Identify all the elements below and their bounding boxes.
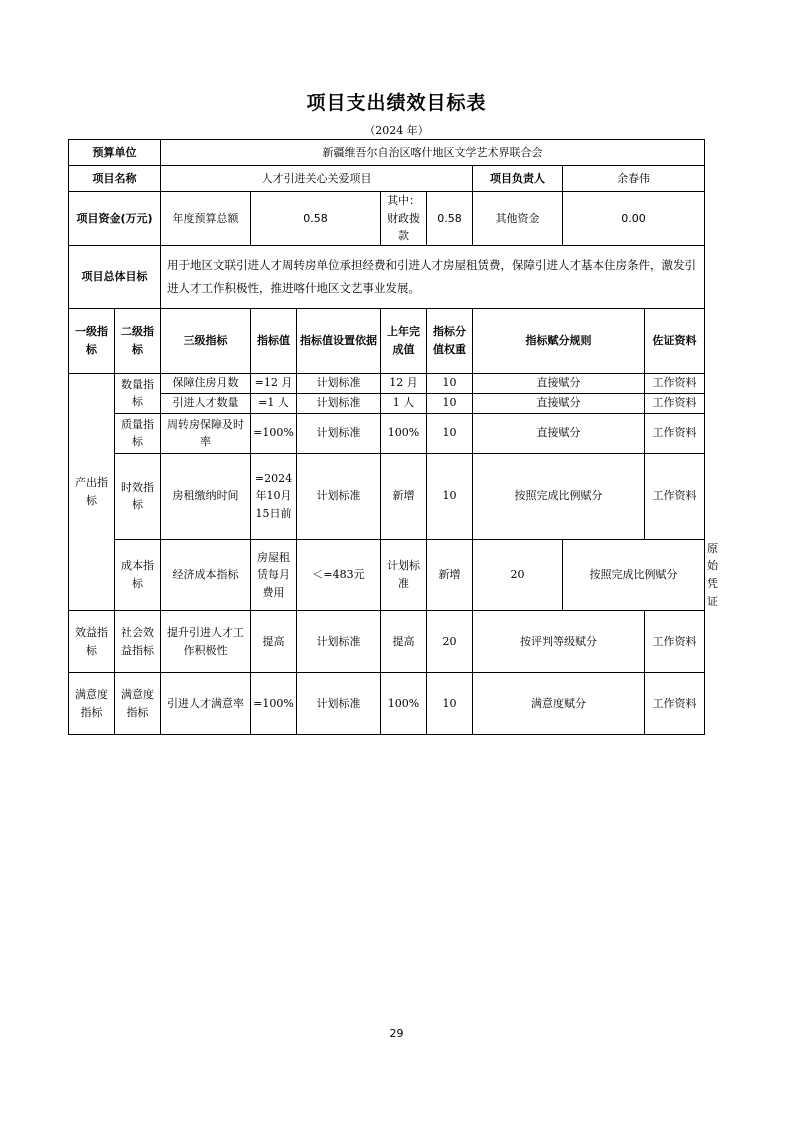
- budget-unit-value: 新疆维吾尔自治区喀什地区文学艺术界联合会: [161, 140, 705, 166]
- table-row-weight: 10: [427, 673, 473, 735]
- level1-benefit: 效益指标: [69, 611, 115, 673]
- performance-table: 预算单位 新疆维吾尔自治区喀什地区文学艺术界联合会 项目名称 人才引进关心关爱项目 项目负责人 余春伟 项目资金(万元) 年度预算总额 0.58 其中：财政拨款 0.58 其他资金 0.00 项目总体目标 用于地区文联引进人才周转房单位承担经费和引进人才房屋租赁费，保障引进人才基本住房条件，激发引进人才工作积极性，推进喀什地区文艺事业发展。 一级指标 二级指标 三级指标 指标值 指标值设置依据 上年完成值 指标分值权重 指标赋分规则 佐证资料 产出指标 数量指标 保障住房月数 =12 月 计划标准 12 月 10 直接赋分 工作资料 引进人才数量 =1 人 计划标准 1 人 10 直接赋分 工作资料 质量指标 周转房保障及时率 =100% 计划标准 100% 10 直接赋分 工作资料 时效指标 房租缴纳时间 =2024年10月15日前 计划标准 新增 10 按照完成比例赋分 工作资料 成本指标 经济成本指标 房屋租赁每月费用 ＜=483元 计划标准 新增 20 按照完成比例赋分 原始凭证 效益指标 社会效益指标 提升引进人才工作积极性 提高 计划标准 提高 20 按评判等级赋分 工作资料 满意度指标 满意度指标 引进人才满意率 =100% 计划标准 100% 10 满意度赋分 工作资料: [68, 139, 705, 735]
- table-row-value: =2024年10月15日前: [251, 453, 297, 539]
- table-row-rule: 直接赋分: [473, 373, 645, 393]
- table-row-basis: 计划标准: [297, 673, 381, 735]
- level2-social-benefit: 社会效益指标: [115, 611, 161, 673]
- table-row-rule: 满意度赋分: [473, 673, 645, 735]
- owner-value: 余春伟: [563, 166, 705, 192]
- annual-budget-value: 0.58: [251, 192, 381, 246]
- table-row-weight: 10: [427, 453, 473, 539]
- other-funds-label: 其他资金: [473, 192, 563, 246]
- table-row-value: ＜=483元: [297, 539, 381, 610]
- table-row-value: =1 人: [251, 393, 297, 413]
- table-row-last-year: 提高: [381, 611, 427, 673]
- table-row-evidence: 工作资料: [645, 373, 705, 393]
- table-row-last-year: 100%: [381, 673, 427, 735]
- table-row-evidence: 工作资料: [645, 393, 705, 413]
- table-row-last-year: 100%: [381, 413, 427, 453]
- level2-quantity: 数量指标: [115, 373, 161, 413]
- table-row-level3: 引进人才数量: [161, 393, 251, 413]
- table-row-rule: 直接赋分: [473, 393, 645, 413]
- other-funds-value: 0.00: [563, 192, 705, 246]
- table-row-value: =12 月: [251, 373, 297, 393]
- col-evidence: 佐证资料: [645, 308, 705, 373]
- table-row-evidence: 工作资料: [645, 413, 705, 453]
- level2-timeliness: 时效指标: [115, 453, 161, 539]
- table-row-rule: 按评判等级赋分: [473, 611, 645, 673]
- level1-satisfaction: 满意度指标: [69, 673, 115, 735]
- table-row-basis: 计划标准: [297, 611, 381, 673]
- table-row-evidence: 工作资料: [645, 611, 705, 673]
- project-name-value: 人才引进关心关爱项目: [161, 166, 473, 192]
- budget-unit-label: 预算单位: [69, 140, 161, 166]
- level2-quality: 质量指标: [115, 413, 161, 453]
- table-row-rule: 直接赋分: [473, 413, 645, 453]
- annual-budget-label: 年度预算总额: [161, 192, 251, 246]
- table-row-last-year: 12 月: [381, 373, 427, 393]
- table-row-last-year: 新增: [427, 539, 473, 610]
- col-level2: 二级指标: [115, 308, 161, 373]
- table-row-weight: 10: [427, 373, 473, 393]
- table-row-evidence: 工作资料: [645, 453, 705, 539]
- table-row-weight: 10: [427, 413, 473, 453]
- level1-output: 产出指标: [69, 373, 115, 610]
- project-name-label: 项目名称: [69, 166, 161, 192]
- page-number: 29: [389, 1027, 404, 1040]
- table-row-value: =100%: [251, 413, 297, 453]
- table-row-evidence: 工作资料: [645, 673, 705, 735]
- level1-cost: 成本指标: [115, 539, 161, 610]
- table-row-basis: 计划标准: [297, 373, 381, 393]
- table-row-basis: 计划标准: [297, 453, 381, 539]
- col-rule: 指标赋分规则: [473, 308, 645, 373]
- table-row-level3: 提升引进人才工作积极性: [161, 611, 251, 673]
- table-row-weight: 20: [473, 539, 563, 610]
- table-row-weight: 20: [427, 611, 473, 673]
- year-label: （2024 年）: [364, 124, 429, 137]
- table-row-last-year: 1 人: [381, 393, 427, 413]
- table-row-level3: 保障住房月数: [161, 373, 251, 393]
- col-basis: 指标值设置依据: [297, 308, 381, 373]
- table-row-level3: 房租缴纳时间: [161, 453, 251, 539]
- goal-value: 用于地区文联引进人才周转房单位承担经费和引进人才房屋租赁费，保障引进人才基本住房条件，激发引进人才工作积极性，推进喀什地区文艺事业发展。: [161, 245, 705, 308]
- table-row-basis: 计划标准: [381, 539, 427, 610]
- table-row-value: =100%: [251, 673, 297, 735]
- goal-label: 项目总体目标: [69, 245, 161, 308]
- table-row-level3: 引进人才满意率: [161, 673, 251, 735]
- col-level3: 三级指标: [161, 308, 251, 373]
- table-row-level3: 房屋租赁每月费用: [251, 539, 297, 610]
- col-weight: 指标分值权重: [427, 308, 473, 373]
- table-row-last-year: 新增: [381, 453, 427, 539]
- owner-label: 项目负责人: [473, 166, 563, 192]
- level2-economic-cost: 经济成本指标: [161, 539, 251, 610]
- table-row-rule: 按照完成比例赋分: [473, 453, 645, 539]
- col-level1: 一级指标: [69, 308, 115, 373]
- table-row-value: 提高: [251, 611, 297, 673]
- table-row-rule: 按照完成比例赋分: [563, 539, 705, 610]
- level2-satisfaction: 满意度指标: [115, 673, 161, 735]
- funds-label: 项目资金(万元): [69, 192, 161, 246]
- page-title: 项目支出绩效目标表: [306, 92, 487, 114]
- col-value: 指标值: [251, 308, 297, 373]
- fiscal-value: 0.58: [427, 192, 473, 246]
- table-row-weight: 10: [427, 393, 473, 413]
- table-row-basis: 计划标准: [297, 393, 381, 413]
- col-last-year: 上年完成值: [381, 308, 427, 373]
- table-row-basis: 计划标准: [297, 413, 381, 453]
- fiscal-label: 其中：财政拨款: [381, 192, 427, 246]
- table-row-level3: 周转房保障及时率: [161, 413, 251, 453]
